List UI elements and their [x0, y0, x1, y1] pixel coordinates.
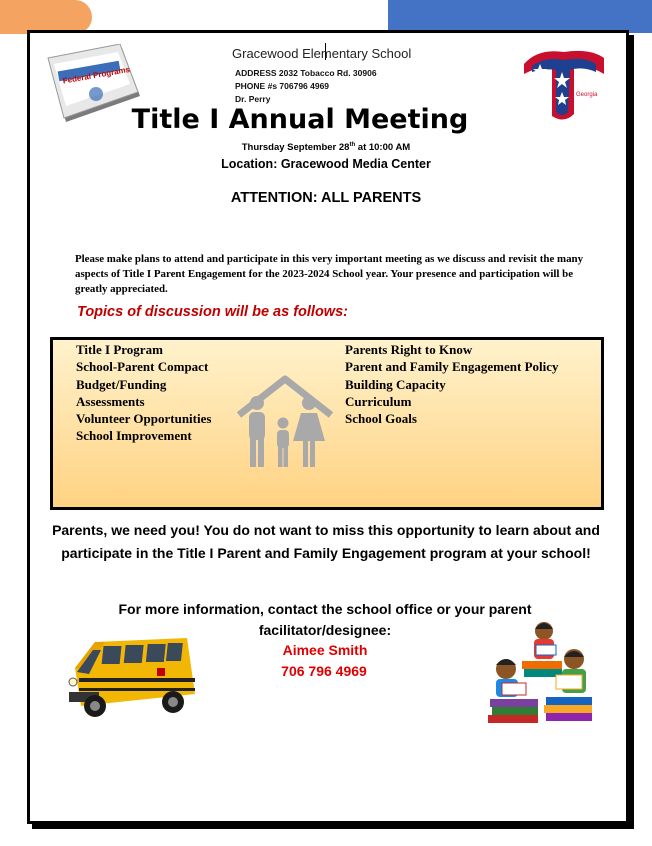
topics-left-column	[76, 341, 211, 445]
contact-name: Aimee Smith	[282, 642, 368, 658]
list-item: School Goals	[345, 411, 417, 427]
school-phone: PHONE #s 706796 4969	[235, 81, 330, 91]
meeting-date	[0, 142, 652, 153]
t-logo-text: Georgia	[576, 92, 598, 98]
list-item: Parents Right to Know	[345, 342, 473, 357]
topics-heading: Topics of discussion will be as follows:	[77, 304, 348, 320]
list-item: School Improvement	[76, 428, 192, 444]
list-item: Budget/Funding	[76, 376, 167, 392]
school-name: Gracewood Elementary School	[232, 46, 412, 61]
list-item: Curriculum	[345, 393, 412, 409]
list-item: School-Parent Compact	[76, 359, 209, 375]
family-icon	[235, 375, 335, 471]
list-item: Assessments	[76, 393, 145, 409]
closing-paragraph: Parents, we need you! You do not want to miss this opportunity to learn about and participate in the Title I Parent and Family Engagement program at your school!	[52, 522, 600, 561]
kids-reading-image	[486, 617, 598, 729]
date-suffix-ordinal: th	[349, 142, 356, 148]
list-item: Building Capacity	[345, 376, 446, 392]
list-item: Title I Program	[76, 342, 163, 357]
fp-logo-text: Federal Programs	[62, 64, 131, 86]
list-item: Parent and Family Engagement Policy	[345, 359, 559, 375]
attention-heading: ATTENTION: ALL PARENTS	[230, 190, 422, 206]
list-item: Volunteer Opportunities	[76, 411, 212, 427]
topics-right-column	[345, 341, 559, 427]
contact-info-text: For more information, contact the school office or your parent facilitator/designee:	[118, 601, 532, 638]
intro-paragraph: Please make plans to attend and participate in this very important meeting as we discuss and revisit the many aspects of Title I Parent Engagement for the 2023-2024 School year. Your presence and participation will be greatly appreciated.	[75, 253, 584, 295]
meeting-location: Location: Gracewood Media Center	[221, 157, 431, 171]
page-title: Title I Annual Meeting	[131, 104, 469, 135]
contact-phone: 706 796 4969	[281, 663, 367, 679]
date-time: at 10:00 AM	[355, 142, 411, 154]
date-prefix: Thursday September 28	[241, 142, 350, 154]
school-bus-image	[65, 632, 200, 724]
school-address: ADDRESS 2032 Tobacco Rd. 30906	[235, 68, 377, 78]
principal-name: Dr. Perry	[235, 94, 271, 104]
